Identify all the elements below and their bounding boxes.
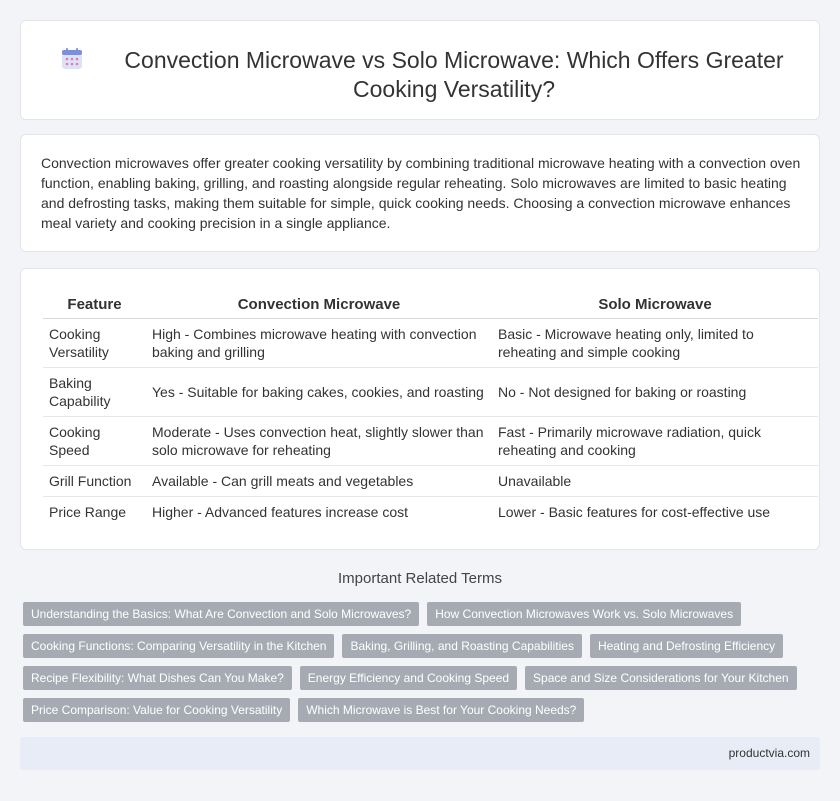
footer-site-link[interactable]: productvia.com: [728, 746, 810, 760]
comparison-table: [43, 296, 818, 527]
footer: [20, 737, 820, 770]
solo-cell: No - Not designed for baking or roasting: [492, 367, 818, 416]
table-row: [43, 416, 818, 465]
feature-cell: Price Range: [49, 503, 127, 520]
feature-cell: Grill Function: [43, 465, 146, 496]
table-row: [43, 367, 818, 416]
related-term-link[interactable]: Cooking Functions: Comparing Versatility in the Kitchen: [23, 634, 334, 658]
feature-cell: Cooking Speed: [43, 416, 146, 465]
solo-cell: Lower - Basic features for cost-effective use: [498, 503, 771, 520]
feature-cell: Cooking Versatility: [43, 318, 146, 367]
header-solo: Solo Microwave: [492, 296, 818, 318]
related-term-link[interactable]: How Convection Microwaves Work vs. Solo Microwaves: [427, 602, 741, 626]
convection-cell: Higher - Advanced features increase cost: [152, 503, 409, 520]
related-term-link[interactable]: Understanding the Basics: What Are Convection and Solo Microwaves?: [23, 602, 419, 626]
table-row: [43, 496, 818, 527]
table-header-row: [43, 296, 818, 318]
convection-cell: Yes - Suitable for baking cakes, cookies, and roasting: [146, 367, 492, 416]
related-term-link[interactable]: Energy Efficiency and Cooking Speed: [300, 666, 517, 690]
comparison-card: [20, 268, 820, 550]
related-term-link[interactable]: Price Comparison: Value for Cooking Versatility: [23, 698, 290, 722]
related-term-link[interactable]: Heating and Defrosting Efficiency: [590, 634, 783, 658]
intro-card: [20, 134, 820, 252]
solo-cell: Fast - Primarily microwave radiation, quick reheating and cooking: [492, 416, 818, 465]
convection-cell: Moderate - Uses convection heat, slightly slower than solo microwave for reheating: [146, 416, 492, 465]
solo-cell: Unavailable: [492, 465, 818, 496]
related-term-link[interactable]: Recipe Flexibility: What Dishes Can You Make?: [23, 666, 292, 690]
title-card: [20, 20, 820, 120]
table-row: [43, 465, 818, 496]
header-feature: Feature: [43, 296, 146, 318]
related-terms-list: [23, 602, 813, 722]
intro-paragraph: Convection microwaves offer greater cooking versatility by combining traditional microwave heating with a convection oven function, enabling baking, grilling, and roasting alongside regular reheating. Solo microwaves are limited to basic heating and defrosting tasks, making them suitable for simple, quick cooking needs. Choosing a convection microwave enhances meal variety and cooking precision in a single appliance.: [41, 155, 801, 231]
feature-cell: Baking Capability: [43, 367, 146, 416]
calendar-icon: [61, 48, 83, 70]
convection-cell: High - Combines microwave heating with convection baking and grilling: [146, 318, 492, 367]
related-term-link[interactable]: Space and Size Considerations for Your Kitchen: [525, 666, 797, 690]
table-row: [43, 318, 818, 367]
page-title: Convection Microwave vs Solo Microwave: Which Offers Greater Cooking Versatility?: [124, 47, 784, 102]
related-terms-heading: Important Related Terms: [338, 570, 502, 587]
related-term-link[interactable]: Baking, Grilling, and Roasting Capabilities: [342, 634, 581, 658]
related-term-link[interactable]: Which Microwave is Best for Your Cooking Needs?: [298, 698, 584, 722]
header-convection: Convection Microwave: [146, 296, 492, 318]
solo-cell: Basic - Microwave heating only, limited to reheating and simple cooking: [492, 318, 818, 367]
title-wrap: [61, 46, 799, 104]
convection-cell: Available - Can grill meats and vegetables: [146, 465, 492, 496]
